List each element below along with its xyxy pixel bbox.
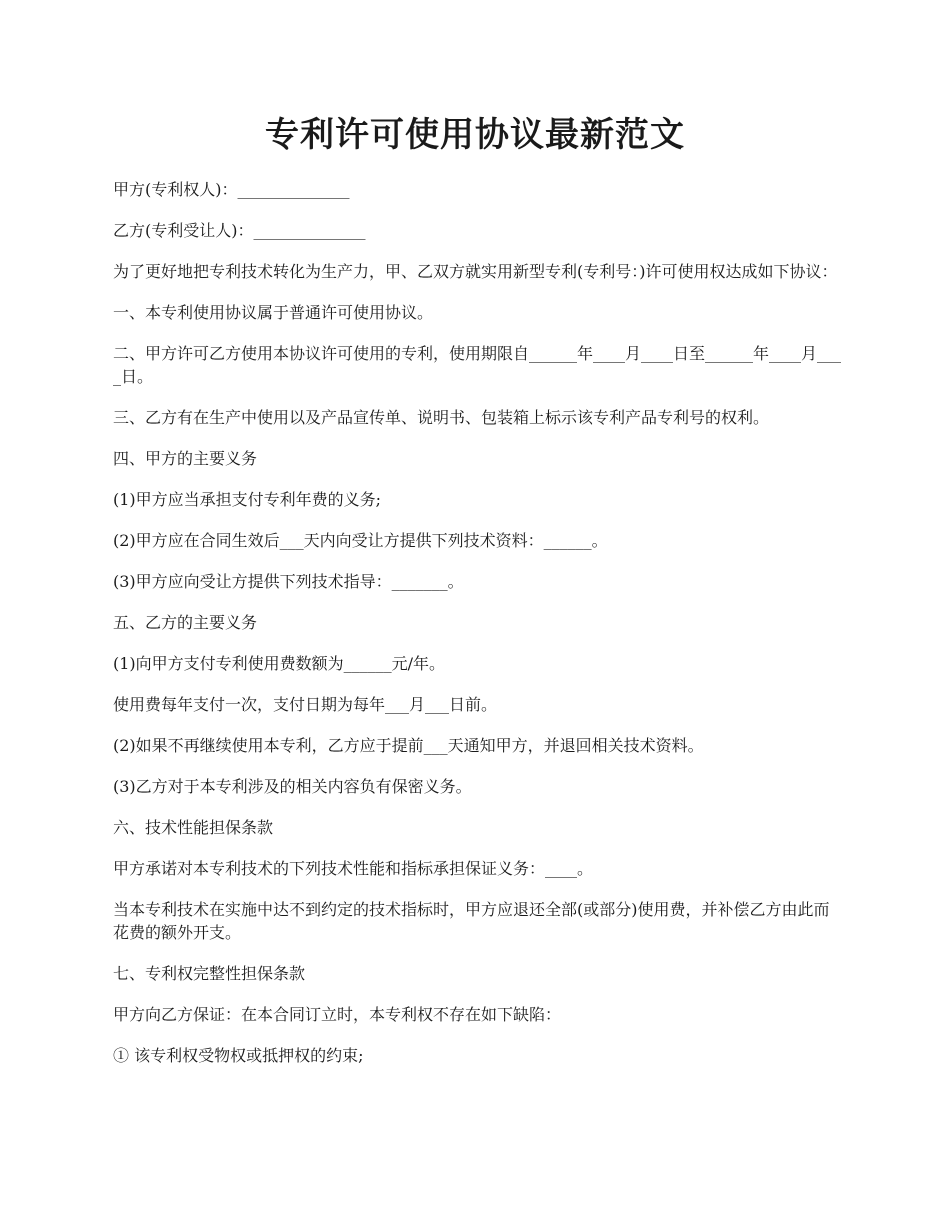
- document-title: 专利许可使用协议最新范文: [265, 115, 685, 155]
- clause-5-1: (1)向甲方支付专利使用费数额为______元/年。: [113, 654, 446, 673]
- payment-schedule: 使用费每年支付一次，支付日期为每年___月___日前。: [113, 695, 498, 714]
- preamble-paragraph: 为了更好地把专利技术转化为生产力，甲、乙双方就实用新型专利(专利号：)许可使用权达成如下协议：: [113, 262, 838, 281]
- section-heading-5: 五、乙方的主要义务: [113, 613, 258, 632]
- clause-7-item-1: ① 该专利权受物权或抵押权的约束;: [113, 1046, 364, 1065]
- clause-6-2: 当本专利技术在实施中达不到约定的技术指标时，甲方应退还全部(或部分)使用费，并补偿乙方由此而花费的额外开支。: [113, 900, 830, 942]
- section-heading-4: 四、甲方的主要义务: [113, 449, 258, 468]
- party-b-line: 乙方(专利受让人)：______________: [113, 221, 366, 240]
- clause-7-1: 甲方向乙方保证：在本合同订立时，本专利权不存在如下缺陷：: [113, 1005, 562, 1024]
- document-body: [113, 178, 843, 1085]
- clause-4-1: (1)甲方应当承担支付专利年费的义务;: [113, 490, 382, 509]
- section-heading-7: 七、专利权完整性担保条款: [113, 964, 306, 983]
- clause-5-3: (3)乙方对于本专利涉及的相关内容负有保密义务。: [113, 777, 472, 796]
- party-a-line: 甲方(专利权人)：______________: [113, 180, 350, 199]
- clause-1: 一、本专利使用协议属于普通许可使用协议。: [113, 303, 434, 322]
- clause-4-2: (2)甲方应在合同生效后___天内向受让方提供下列技术资料：______。: [113, 531, 608, 550]
- clause-6-1: 甲方承诺对本专利技术的下列技术性能和指标承担保证义务：____。: [113, 859, 594, 878]
- section-heading-6: 六、技术性能担保条款: [113, 818, 274, 837]
- clause-5-2: (2)如果不再继续使用本专利，乙方应于提前___天通知甲方，并退回相关技术资料。: [113, 736, 704, 755]
- clause-3: 三、乙方有在生产中使用以及产品宣传单、说明书、包装箱上标示该专利产品专利号的权利。: [113, 408, 770, 427]
- clause-2: 二、甲方许可乙方使用本协议许可使用的专利，使用期限自______年____月____日至______年____月____日。: [113, 344, 842, 386]
- clause-4-3: (3)甲方应向受让方提供下列技术指导：_______。: [113, 572, 464, 591]
